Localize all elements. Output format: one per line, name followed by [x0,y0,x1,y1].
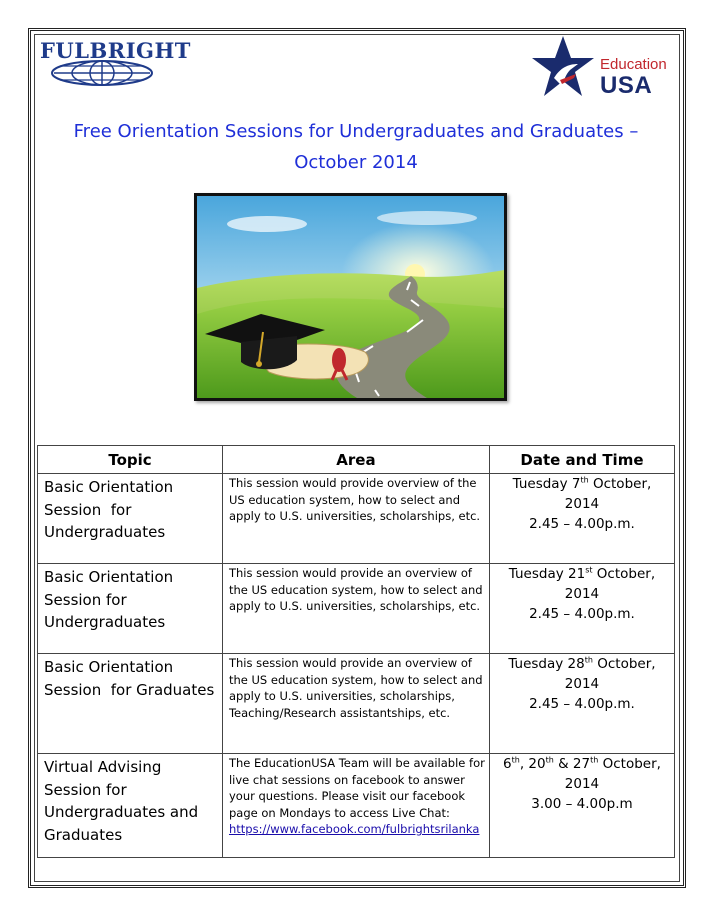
session-time: 2.45 – 4.00p.m. [529,696,635,712]
date-cell [489,754,674,858]
title-line-1: Free Orientation Sessions for Undergraduates and Graduates – [73,121,639,142]
area-cell: This session would provide overview of the US education system, how to select and apply to U.S. universities, scholarships, etc. [222,474,489,564]
session-date: 6th, 20th & 27th October, [503,755,661,772]
area-cell: This session would provide an overview of the US education system, how to select and apply to U.S. universities, scholarships, Teaching/Research assistantships, etc. [222,654,489,754]
session-year: 2014 [564,496,600,512]
table-row [38,654,675,754]
topic-cell [38,654,223,754]
topic-line: Undergraduates and [44,803,199,821]
session-year: 2014 [564,586,600,602]
table-row [38,564,675,654]
hero-image [194,193,507,401]
area-cell: This session would provide an overview of the US education system, how to select and apply to U.S. universities, scholarships, etc. [222,564,489,654]
fulbright-logo [40,38,191,88]
session-time: 2.45 – 4.00p.m. [529,606,635,622]
header-topic: Topic [38,446,223,474]
session-date: Tuesday 21st October, [508,565,656,582]
page-title [40,116,672,178]
topic-line: Virtual Advising [44,758,162,776]
session-time: 2.45 – 4.00p.m. [529,516,635,532]
session-date: Tuesday 28th October, [508,655,656,672]
educationusa-bottom-word: USA [600,72,653,99]
title-line-2: October 2014 [294,152,418,173]
topic-line: Undergraduates [44,523,166,541]
sessions-table [37,445,675,858]
globe-icon [50,60,154,86]
topic-line: Graduates [44,825,123,844]
topic-line: Session for Graduates [44,680,215,699]
date-cell [489,654,674,754]
table-row [38,754,675,858]
table-row [38,474,675,564]
session-year: 2014 [564,776,600,792]
date-cell [489,564,674,654]
header-area: Area [222,446,489,474]
fulbright-wordmark: FULBRIGHT [40,38,191,63]
table-header-row [38,446,675,474]
educationusa-logo [530,34,680,100]
graduation-road-illustration [197,196,504,398]
area-text: The EducationUSA Team will be available for live chat sessions on facebook to answer your questions. Please visit our facebook page on Mondays to access Live Chat: [228,756,485,820]
session-time: 3.00 – 4.00p.m [531,796,633,812]
topic-line: Basic Orientation [44,478,174,496]
session-year: 2014 [564,676,600,692]
session-date: Tuesday 7th October, [512,475,652,492]
header-date-time: Date and Time [489,446,674,474]
date-cell [489,474,674,564]
topic-line: Basic Orientation [44,568,174,586]
topic-cell [38,474,223,564]
topic-line: Basic Orientation [44,658,174,676]
topic-line: Session for [44,500,132,519]
topic-cell [38,564,223,654]
topic-line: Session for [44,780,127,799]
star-icon [530,34,600,100]
educationusa-top-word: Education [600,56,667,73]
topic-line: Undergraduates [44,613,166,631]
topic-line: Session for [44,590,127,609]
area-cell [222,754,489,858]
facebook-link[interactable]: https://www.facebook.com/fulbrightsrilanka [228,822,480,836]
topic-cell [38,754,223,858]
